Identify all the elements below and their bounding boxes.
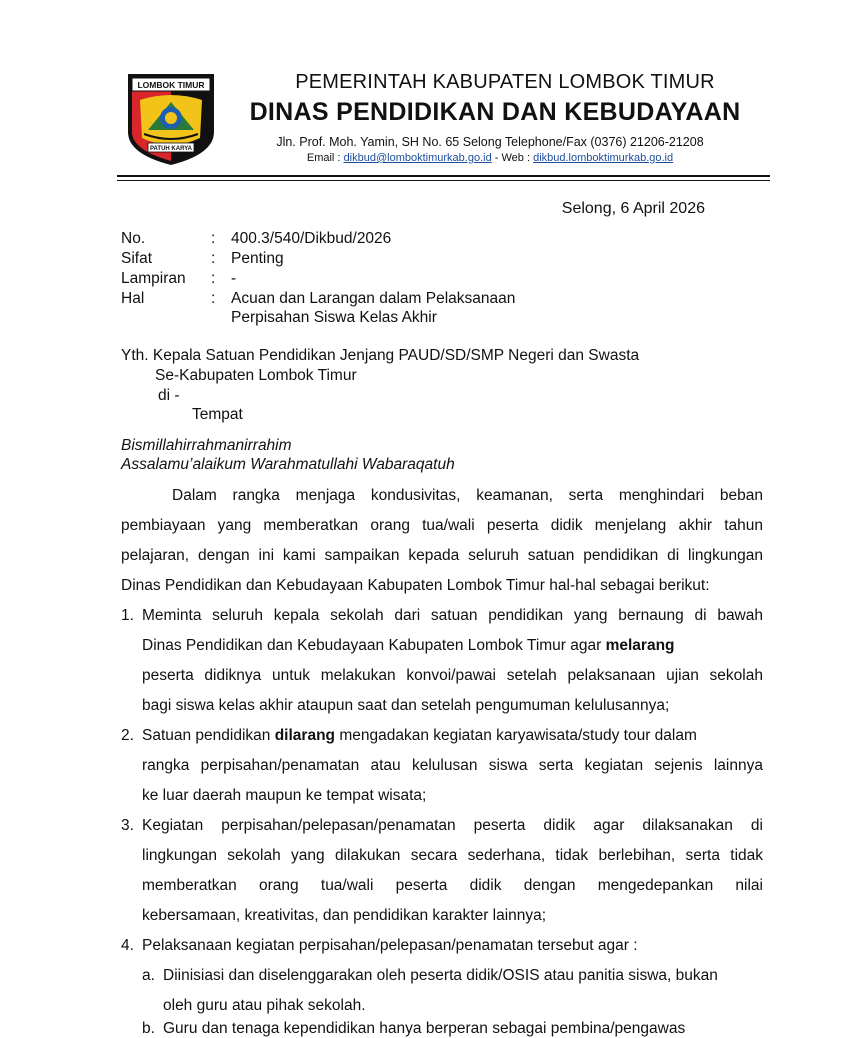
letter-date: Selong, 6 April 2026: [561, 200, 705, 217]
item-2-line-2: rangka perpisahan/penamatan atau kelulusan siswa serta kegiatan sejenis lainnya: [142, 757, 763, 774]
recipient-line-4: Tempat: [192, 406, 243, 423]
letterhead-contact: [240, 152, 740, 164]
letterhead-address: Jln. Prof. Moh. Yamin, SH No. 65 Selong Telephone/Fax (0376) 21206-21208: [276, 135, 704, 149]
item-1-number: 1.: [121, 607, 134, 624]
emphasis-melarang: melarang: [605, 637, 675, 654]
intro-line-3: pelajaran, dengan ini kami sampaikan kepada seluruh satuan pendidikan di lingkungan: [121, 547, 763, 564]
letterhead-agency: DINAS PENDIDIKAN DAN KEBUDAYAAN: [249, 98, 741, 126]
intro-line-2: pembiayaan yang memberatkan orang tua/wali peserta didik menjelang akhir tahun: [121, 517, 763, 534]
item-4b-line-1: Guru dan tenaga kependidikan hanya berperan sebagai pembina/pengawas: [163, 1020, 686, 1037]
item-1-line-3: peserta didiknya untuk melakukan konvoi/pawai setelah pelaksanaan ujian sekolah: [142, 667, 763, 684]
logo-bottom-text: PATUH KARYA: [149, 146, 193, 152]
letter-page: LOMBOK TIMUR PATUH KARYA PEMERINTAH KABUPATEN LOMBOK TIMUR DINAS PENDIDIKAN DAN KEBUDAYAAN Jln. Prof. Moh. Yamin, SH No. 65 Selong Telephone/Fax (0376) 21206-21208 Email : dikbud@lomboktimurkab.go.id - Web : dikbud.lomboktimurkab.go.id Selong, 6 April 2026 No. : 400.3/540/Dikbud/2026 Sifat : Penting Lampiran : - Hal : Acuan dan Larangan dalam Pelaksanaan Perpisahan Siswa Kelas Akhir Yth. Kepala Satuan Pendidikan Jenjang PAUD/SD/SMP Negeri dan Swasta Se-Kabupaten Lombok Timur di - Tempat Bismillahirrahmanirrahim Assalamu’alaikum Warahmatullahi Wabaraqatuh Dalam rangka menjaga kondusivitas, keamanan, serta menghindari beban pembiayaan yang memberatkan orang tua/wali peserta didik menjelang akhir tahun pelajaran, dengan ini kami sampaikan kepada seluruh satuan pendidikan di lingkungan Dinas Pendidikan dan Kebudayaan Kabupaten Lombok Timur hal-hal sebagai berikut: 1. Meminta seluruh kepala sekolah dari satuan pendidikan yang bernaung di bawah Dinas Pendidikan dan Kebudayaan Kabupaten Lombok Timur agar melarang peserta didiknya untuk melakukan konvoi/pawai setelah pelaksanaan ujian sekolah bagi siswa kelas akhir ataupun saat dan setelah pengumuman kelulusannya; 2. Satuan pendidikan dilarang mengadakan kegiatan karyawisata/study tour dalam rangka perpisahan/penamatan atau kelulusan siswa serta kegiatan sejenis lainnya ke luar daerah maupun ke tempat wisata; 3. Kegiatan perpisahan/pelepasan/penamatan peserta didik agar dilaksanakan di lingkungan sekolah yang dilakukan secara sederhana, tidak berlebihan, serta tidak memberatkan orang tua/wali peserta didik dengan mengedepankan nilai kebersamaan, kreativitas, dan pendidikan karakter lainnya; 4. Pelaksanaan kegiatan perpisahan/pelepasan/penamatan tersebut agar : a. Diinisiasi dan diselenggarakan oleh peserta didik/OSIS atau panitia siswa, bukan oleh guru atau pihak sekolah. b. Guru dan tenaga kependidikan hanya berperan sebagai pembina/pengawas: [0, 0, 844, 1024]
item-4a-line-2: oleh guru atau pihak sekolah.: [163, 997, 366, 1014]
web-link[interactable]: dikbud.lomboktimurkab.go.id: [533, 152, 674, 164]
item-3-line-1: Kegiatan perpisahan/pelepasan/penamatan peserta didik agar dilaksanakan di: [142, 817, 763, 834]
intro-line-1: Dalam rangka menjaga kondusivitas, keamanan, serta menghindari beban: [172, 487, 763, 504]
item-4a-line-1: Diinisiasi dan diselenggarakan oleh peserta didik/OSIS atau panitia siswa, bukan: [163, 967, 718, 984]
web-label: - Web :: [491, 152, 534, 164]
item-2-line-3: ke luar daerah maupun ke tempat wisata;: [142, 787, 427, 804]
item-4-line-1: Pelaksanaan kegiatan perpisahan/pelepasan/penamatan tersebut agar :: [142, 937, 638, 954]
item-1-line-2: Dinas Pendidikan dan Kebudayaan Kabupaten Lombok Timur agar melarang: [142, 637, 675, 654]
item-4-number: 4.: [121, 937, 134, 954]
meta-subject-cont: Perpisahan Siswa Kelas Akhir: [231, 309, 437, 326]
item-2-line-1: Satuan pendidikan dilarang mengadakan kegiatan karyawisata/study tour dalam: [142, 727, 697, 744]
email-label: Email :: [306, 152, 344, 164]
greeting-salam: Assalamu’alaikum Warahmatullahi Wabaraqatuh: [121, 456, 455, 473]
item-1-line-4: bagi siswa kelas akhir ataupun saat dan setelah pengumuman kelulusannya;: [142, 697, 670, 714]
emphasis-dilarang: dilarang: [274, 727, 336, 744]
lombok-timur-emblem-icon: [126, 72, 216, 167]
item-3-line-3: memberatkan orang tua/wali peserta didik dengan mengedepankan nilai: [142, 877, 763, 894]
item-3-number: 3.: [121, 817, 134, 834]
item-2-number: 2.: [121, 727, 134, 744]
letterhead-rule-thick: [117, 175, 770, 177]
intro-line-4: Dinas Pendidikan dan Kebudayaan Kabupaten Lombok Timur hal-hal sebagai berikut:: [121, 577, 710, 594]
letterhead-rule-thin: [117, 180, 770, 181]
item-4b-letter: b.: [142, 1020, 155, 1037]
recipient-line-1: Yth. Kepala Satuan Pendidikan Jenjang PAUD/SD/SMP Negeri dan Swasta: [121, 347, 640, 364]
recipient-line-2: Se-Kabupaten Lombok Timur: [155, 367, 357, 384]
email-link[interactable]: dikbud@lomboktimurkab.go.id: [343, 152, 492, 164]
item-3-line-4: kebersamaan, kreativitas, dan pendidikan karakter lainnya;: [142, 907, 547, 924]
item-3-line-2: lingkungan sekolah yang dilakukan secara sederhana, tidak berlebihan, serta tidak: [142, 847, 763, 864]
item-4a-letter: a.: [142, 967, 155, 984]
greeting-basmalah: Bismillahirrahmanirrahim: [121, 437, 292, 454]
item-1-line-1: Meminta seluruh kepala sekolah dari satuan pendidikan yang bernaung di bawah: [142, 607, 763, 624]
recipient-line-3: di -: [158, 387, 180, 404]
logo-top-text: LOMBOK TIMUR: [137, 80, 205, 90]
letterhead-government: PEMERINTAH KABUPATEN LOMBOK TIMUR: [295, 71, 715, 93]
